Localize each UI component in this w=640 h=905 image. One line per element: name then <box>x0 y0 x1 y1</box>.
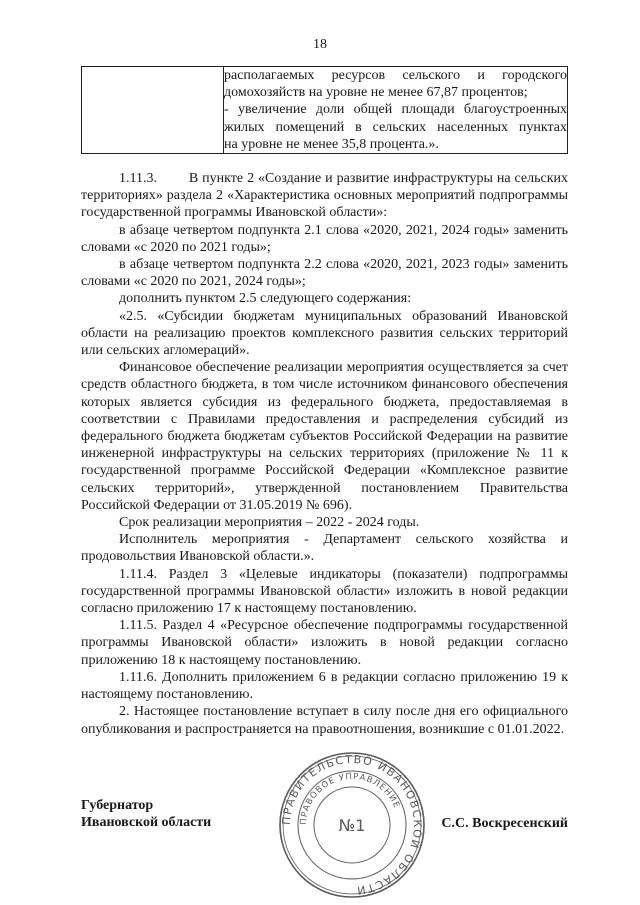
paragraph-2-2-change: в абзаце четвертом подпункта 2.2 слова «2020, 2021, 2023 годы» заменить словами «с 2020 по 2021, 2024 годы»; <box>81 257 568 290</box>
signatory-name: С.С. Воскресенский <box>441 816 568 831</box>
page-number: 18 <box>313 37 327 52</box>
paragraph-1-11-6: 1.11.6. Дополнить приложением 6 в редакции согласно приложению 19 к настоящему постановлению. <box>81 669 568 703</box>
stamp-outer-text: ПРАВИТЕЛЬСТВО ИВАНОВСКОЙ ОБЛАСТИ <box>279 752 425 898</box>
paragraph-2-5-title: «2.5. «Субсидии бюджетам муниципальных образований Ивановской области на реализацию проектов комплексного развития сельских территорий или сельских агломераций». <box>81 308 568 359</box>
document-body <box>81 170 568 738</box>
paragraph-1-11-5: 1.11.5. Раздел 4 «Ресурсное обеспечение подпрограммы государственной программы Ивановской области» изложить в новой редакции согласно приложению 18 к настоящему постановлению. <box>81 618 568 668</box>
signatory-title-line: Губернатор <box>81 798 154 813</box>
stamp-inner-text: ПРАВОВОЕ УПРАВЛЕНИЕ <box>298 771 402 826</box>
stamp-number: №1 <box>338 816 366 835</box>
table-line: - увеличение доли общей площади благоустроенных <box>224 102 567 118</box>
table-line: домохозяйств на уровне не менее 67,87 процентов; <box>224 85 528 101</box>
paragraph-1-11-4: 1.11.4. Раздел 3 «Целевые индикаторы (показатели) подпрограммы государственной программы Ивановской области» изложить в новой редакции согласно приложению 17 к настоящему постановлению. <box>81 566 568 617</box>
paragraph-term: Срок реализации мероприятия – 2022 - 2024 годы. <box>119 515 420 531</box>
paragraph-add-2-5: дополнить пунктом 2.5 следующего содержания: <box>119 291 412 307</box>
paragraph-executor: Исполнитель мероприятия - Департамент сельского хозяйства и продовольствия Ивановской области.». <box>81 532 568 565</box>
paragraph-1-11-3: 1.11.3. В пункте 2 «Создание и развитие инфраструктуры на сельских территориях» раздела 2 «Характеристика основных мероприятий подпрограммы государственной программы Ивановской области»: <box>81 171 568 221</box>
table-line: на уровне не менее 35,8 процента.». <box>224 136 439 152</box>
table-row <box>82 67 568 154</box>
table-cell-text <box>224 67 568 154</box>
paragraph-2-1-change: в абзаце четвертом подпункта 2.1 слова «2020, 2021, 2024 годы» заменить словами «с 2020 по 2021 годы»; <box>81 222 568 255</box>
table-line: жилых помещений в сельских населенных пунктах <box>224 119 567 135</box>
signatory-title <box>81 797 211 831</box>
table-continuation <box>81 66 568 154</box>
paragraph-financing: Финансовое обеспечение реализации мероприятия осуществляется за счет средств областного бюджета, в том числе источником финансового обеспечения которых является субсидия из федерального бюджета, предоставляемая в соответствии с Правилами предоставления и распределения субсидий из федерального бюджета бюджетам субъектов Российской Федерации на развитие инженерной инфраструктуры на сельских территориях (приложение № 11 к государственной программе Российской Федерации «Комплексное развитие сельских территорий», утвержденной постановлением Правительства Российской Федерации от 31.05.2019 № 696). <box>81 360 568 513</box>
official-stamp <box>277 750 427 900</box>
paragraph-2-effect: 2. Настоящее постановление вступает в силу после дня его официального опубликования и распространяется на правоотношения, возникшие с 01.01.2022. <box>81 704 568 737</box>
table-cell-empty <box>82 67 224 154</box>
table-line: располагаемых ресурсов сельского и городского <box>224 68 567 83</box>
signatory-title-line: Ивановской области <box>81 815 212 831</box>
